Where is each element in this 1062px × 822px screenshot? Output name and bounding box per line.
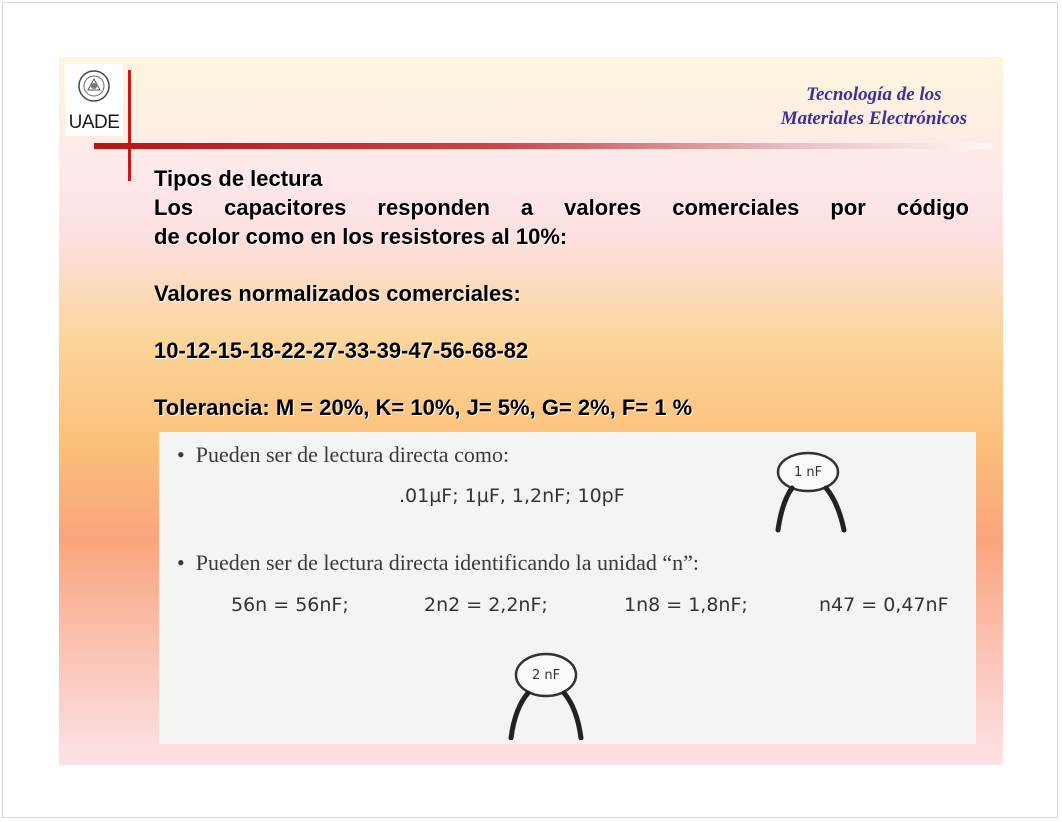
- intro-line-2: de color como en los resistores al 10%:: [154, 224, 568, 249]
- uade-logo: [65, 64, 123, 136]
- unit-example-1: 56n = 56nF;: [231, 594, 349, 616]
- direct-reading-examples: .01µF; 1µF, 1,2nF; 10pF: [399, 485, 625, 507]
- unit-example-2: 2n2 = 2,2nF;: [424, 594, 548, 616]
- normalized-values-series: 10-12-15-18-22-27-33-39-47-56-68-82: [154, 338, 529, 363]
- uade-seal-icon: [77, 66, 111, 110]
- red-horizontal-rule: [94, 143, 992, 149]
- capacitor-2nf-icon: [501, 650, 591, 740]
- tolerance-codes: Tolerancia: M = 20%, K= 10%, J= 5%, G= 2%, F= 1 %: [154, 395, 693, 420]
- red-vertical-rule: [128, 70, 131, 181]
- course-title: [781, 83, 967, 131]
- capacitor-2-label: 2 nF: [531, 668, 561, 683]
- bullet-2-text: Pueden ser de lectura directa identificando la unidad “n”:: [195, 550, 700, 575]
- course-title-line1: Tecnología de los: [806, 84, 942, 105]
- bullet-1-text: Pueden ser de lectura directa como:: [195, 442, 510, 467]
- section-heading: Tipos de lectura: [154, 166, 323, 191]
- slide-body: [154, 164, 969, 422]
- logo-text: UADE: [68, 112, 120, 133]
- scanned-image: [159, 432, 976, 744]
- bullet-unit-reading: [177, 550, 699, 576]
- normalized-values-title: Valores normalizados comerciales:: [154, 281, 521, 306]
- unit-example-3: 1n8 = 1,8nF;: [624, 594, 748, 616]
- intro-line-1: Los capacitores responden a valores comerciales por código: [154, 195, 969, 220]
- course-title-line2: Materiales Electrónicos: [780, 108, 967, 129]
- unit-example-4: n47 = 0,47nF: [819, 594, 949, 616]
- capacitor-1-label: 1 nF: [793, 465, 823, 480]
- slide: [59, 57, 1003, 765]
- bullet-direct-reading: [177, 442, 509, 468]
- bullet-dot-icon: •: [177, 442, 185, 467]
- capacitor-1nf-icon: [764, 450, 854, 535]
- bullet-dot-icon: •: [177, 550, 185, 575]
